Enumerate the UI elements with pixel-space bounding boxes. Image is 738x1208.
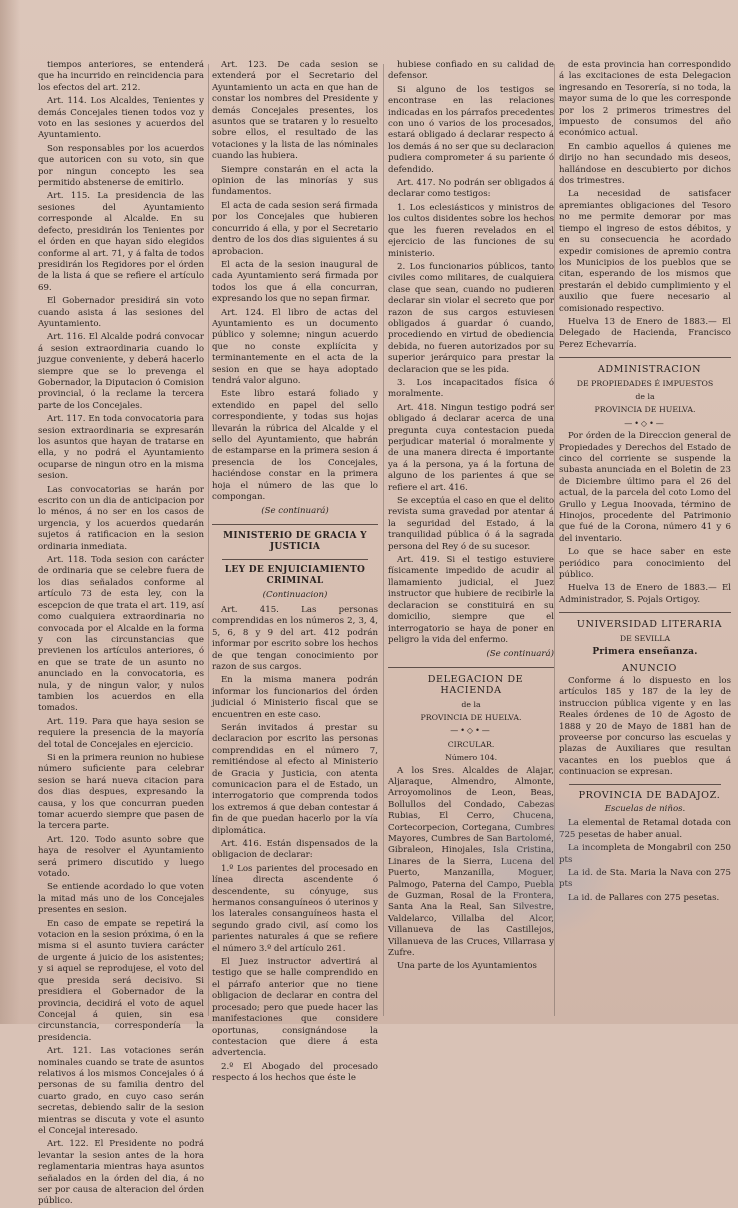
paragraph: 1. Los eclesiásticos y ministros de los cultos disidentes sobre los hechos que les fueren revelados en el ejercicio de las funciones de su ministerio.	[388, 202, 554, 259]
ornament: —•◇•—	[450, 726, 492, 736]
paragraph: Este libro estará foliado y extendido en papel del sello correspondiente, y todas sus hojas llevarán la rúbrica del Alcalde y el sello del Ayuntamiento, que habrán de estamparse en la primera sesion á presencia de los Concejales, haciéndose constar en la primera hoja el número de las que lo compongan.	[212, 389, 378, 503]
paragraph: Huelva 13 de Enero de 1883.— El Administrador, S. Pojals Ortigoy.	[559, 583, 731, 605]
paragraph: Art. 120. Todo asunto sobre que haya de resolver el Ayuntamiento será primero discutido y luego votado.	[38, 834, 204, 880]
section-heading-primera: Primera enseñanza.	[592, 647, 698, 658]
paragraph: Por órden de la Direccion general de Propiedades y Derechos del Estado de cinco del corriente se suspende la subasta anunciada en el Boletin de 23 de Diciembre último para el 26 del actual, de la parcela del coto Lomo del Grullo y Legua Inoovada, término de Hinojos, procedente del Patrimonio que fué de la Corona, número 41 y 6 del inventario.	[559, 431, 731, 544]
paragraph: Art. 114. Los Alcaldes, Tenientes y demás Concejales tienen todos voz y voto en las sesiones y acuerdos del Ayuntamiento.	[38, 96, 204, 141]
divider	[222, 559, 368, 560]
section-subheading-propiedades: DE PROPIEDADES É IMPUESTOS	[576, 378, 714, 388]
paragraph: Son responsables por los acuerdos que autoricen con su voto, sin que por ningun concepto les sea permitido abstenerse de emitirlo.	[38, 143, 204, 189]
section-heading-delegacion: DELEGACION DE HACIENDA	[427, 673, 524, 697]
paragraph: En caso de empate se repetirá la votacion en la sesion próxima, ó en la misma si el asunto tuviera carácter de urgente á juicio de los asistentes; y si aquel se reprodujese, el voto del que presida será decisivo. Si presidiera el Gobernador de la provincia, decidirá el voto de aquel Concejal á quien, sin esa circunstancia, correspondería la presidencia.	[38, 918, 204, 1043]
paragraph: La necesidad de satisfacer apremiantes obligaciones del Tesoro no me permite demorar por mas tiempo el ingreso de estos débitos, y en su consecuencia he acordado expedir comisiones de apremio contra los Municipios de los pueblos que se citan, esperando de los mismos que prestarán el debido cumplimiento y el auxilio que fuere necesario al comisionado respectivo.	[559, 189, 731, 314]
section-heading-badajoz: PROVINCIA DE BADAJOZ.	[578, 789, 721, 801]
section-heading-anuncio: ANUNCIO	[622, 662, 677, 674]
paragraph: Art. 117. En toda convocatoria para sesion extraordinaria se expresarán los asuntos que hayan de tratarse en ella, y no podrá el Ayuntamiento ocuparse de ningun otro en la misma sesion.	[38, 414, 204, 482]
paragraph: Art. 419. Si el testigo estuviere físicamente impedido de acudir al llamamiento judicial, el Juez instructor que hubiere de recibirle la declaracion se constituirá en su domicilio, siempre que el interrogatorio se haya de poner en peligro la vida del enfermo.	[388, 555, 554, 645]
section-heading-provincia: PROVINCIA DE HUELVA.	[594, 405, 696, 415]
divider	[388, 667, 554, 668]
paragraph: Art. 115. La presidencia de las sesiones del Ayuntamiento corresponde al Alcalde. En su defecto, presidirán los Tenientes por el órden en que hayan sido elegidos conforme al art. 71, y á falta de todos presidirán los Regidores por el órden de la lista á que se refiere el artículo 69.	[38, 191, 204, 293]
paragraph: Art. 122. El Presidente no podrá levantar la sesion antes de la hora reglamentaria mientras haya asuntos señalados en la órden del dia, á no ser por causa de alteracion del órden público.	[38, 1139, 204, 1207]
paragraph: Se entiende acordado lo que voten la mitad más uno de los Concejales presentes en sesion.	[38, 882, 204, 916]
column-rule	[208, 64, 209, 1016]
continuation-note: (Continuacion)	[262, 590, 328, 601]
circular-number: Número 104.	[444, 753, 498, 763]
paragraph: Serán invitados á prestar su declaracion por escrito las personas comprendidas en el número 7, remitiéndose al efecto al Ministerio de Gracia y Justicia, con atenta comunicacion para el de Estado, un interrogatorio que comprenda todos los extremos á que deban contestar á fin de que puedan hacerlo por la vía diplomática.	[212, 722, 378, 836]
divider	[559, 612, 731, 613]
paragraph: Art. 124. El libro de actas del Ayuntamiento es un documento público y solemne; ningun acuerdo que no conste expliícita y terminantemente en el acta de la sesion en que se haya adoptado tendrá valor alguno.	[212, 307, 378, 386]
paragraph: La elemental de Retamal dotada con 725 pesetas de haber anual.	[559, 818, 731, 840]
heading-connector: de la	[461, 699, 481, 709]
paragraph: 2. Los funcionarios públicos, tanto civiles como militares, de cualquiera clase que sean, cuando no pudieren declarar sin violar el secreto que por razon de sus cargos estuviesen obligados á guardar ó cuando, procediendo en virtud de obediencia debida, no fueren autorizados por su superior jerárquico para prestar la declaracion que se les pida.	[388, 261, 554, 375]
paragraph: El acta de la sesion inaugural de cada Ayuntamiento será firmada por todos los que á ella concurran, expresando los que no sepan firmar.	[212, 259, 378, 305]
library-stamp-mark	[468, 790, 618, 940]
section-subheading-escuelas: Escuelas de niños.	[604, 803, 686, 814]
paragraph: hubiese confiado en su calidad de defensor.	[388, 60, 554, 82]
heading-connector: de la	[635, 391, 655, 401]
divider	[212, 524, 378, 525]
paragraph: Siempre constarán en el acta la opinion de las minorías y sus fundamentos.	[212, 164, 378, 198]
paragraph: La incompleta de Mongabril con 250 pts	[559, 843, 731, 865]
paragraph: 3. Los incapacitados física ó moralmente.	[388, 377, 554, 400]
page-spine-shadow	[0, 0, 20, 1024]
paragraph: Art. 418. Ningun testigo podrá ser obligado á declarar acerca de una pregunta cuya contestacion pueda perjudicar material ó moralmente y de una manera directa é importante ya á la persona, ya á la fortuna de alguno de los parientes á que se refiere el art. 416.	[388, 402, 554, 493]
paragraph: A los Sres. Alcaldes de Alajar, Aljaraque, Almendro, Almonte, Arroyomolinos de Leon, Beas, Bollullos del Condado, Cabezas Rubias, El Cerro, Chucena, Cortecorpecion, Cortegana, Cumbres Mayores, Cumbres de San Bartolomé, Gibraleon, Hinojales, Isla Cristina, Linares de la Sierra, Lucena del Puerto, Manzanilla, Moguer, Palmogo, Paterna del Campo, Puebla de Guzman, Rosal de la Frontera, Santa Ana la Real, San Silvestre, Valdelarco, Villalba del Alcor, Villanueva de las Castillejos, Villanueva de las Cruces, Villarrasa y Zufre.	[388, 765, 554, 959]
paragraph: Si en la primera reunion no hubiese número suficiente para celebrar sesion se hará nueva citacion para dos dias despues, expresando la causa, y los que concurran pueden tomar acuerdo siempre que pasen de la tercera parte.	[38, 752, 204, 832]
paragraph: La id. de Sta. Maria la Nava con 275 pts	[559, 868, 731, 890]
paragraph: Art. 119. Para que haya sesion se requiere la presencia de la mayoría del total de Concejales en ejercicio.	[38, 716, 204, 750]
paragraph: Las convocatorias se harán por escrito con un dia de anticipacion por lo ménos, á no ser en los casos de urgencia, y los acuerdos quedarán sujetos á ratificacion en la sesion ordinaria inmediata.	[38, 484, 204, 552]
signature-date: Huelva 13 de Enero de 1883.— El Delegado de Hacienda, Francisco Perez Echevarría.	[559, 316, 731, 350]
section-heading-universidad: UNIVERSIDAD LITERARIA	[576, 619, 723, 631]
section-heading-administracion: ADMINISTRACION	[597, 364, 702, 376]
circular-label: CIRCULAR.	[447, 739, 495, 749]
paragraph: Una parte de los Ayuntamientos	[397, 961, 537, 972]
paragraph: Art. 416. Están dispensados de la obligacion de declarar:	[212, 839, 378, 861]
divider	[569, 784, 721, 785]
ornament: —•◇•—	[624, 418, 666, 428]
paragraph: El Juez instructor advertirá al testigo que se halle comprendido en el párrafo anterior que no tiene obligacion de declarar en contra del procesado; pero que puede hacer las manifestaciones que considere oportunas, consignándose la contestacion que diere á esta advertencia.	[212, 957, 378, 1059]
column-2	[212, 60, 378, 1084]
paragraph: Art. 417. No podrán ser obligados á declarar como testigos:	[388, 178, 554, 200]
paragraph: Art. 116. El Alcalde podrá convocar á sesion extraordinaria cuando lo juzgue conveniente, y deberá hacerlo siempre que se lo prevenga el Gobernador, la Diputacion ó Comision provincial, ó la reclame la tercera parte de los Concejales.	[38, 332, 204, 411]
paragraph: tiempos anteriores, se entenderá que ha incurrido en reincidencia para los efectos del art. 212.	[38, 60, 204, 93]
paragraph: En la misma manera podrán informar los funcionarios del órden judicial ó Ministerio fiscal que se encuentren en este caso.	[212, 675, 378, 720]
continued-note: (Se continuará)	[486, 649, 554, 660]
paragraph: Se exceptúa el caso en que el delito revista suma gravedad por atentar á la seguridad del Estado, á la tranquilidad pública ó á la sagrada persona del Rey ó de su sucesor.	[388, 496, 554, 552]
divider	[559, 357, 731, 358]
column-1	[38, 60, 204, 1207]
paragraph: El Gobernador presidirá sin voto cuando asista á las sesiones del Ayuntamiento.	[38, 296, 204, 329]
continued-note: (Se continuará)	[261, 506, 329, 517]
paragraph: Si alguno de los testigos se encontrase en las relaciones indicadas en los párrafos precedentes con uno ó varios de los procesados, estará obligado á declarar respecto á los demás á no ser que su declaracion pudiera comprometer á su pariente ó defendido.	[388, 84, 555, 175]
paragraph: Art. 121. Las votaciones serán nominales cuando se trate de asuntos relativos á los mismos Concejales ó á personas de su familia dentro del cuarto grado, en cuyo caso serán secretas, debiendo salir de la sesion mientras se discuta y vote el asunto el Concejal interesado.	[38, 1046, 204, 1136]
paragraph: 1.º Los parientes del procesado en línea directa ascendente ó descendente, su cónyuge, sus hermanos consanguíneos ó uterinos y los laterales consanguíneos hasta el segundo grado civil, así como los parientes naturales á que se refiere el número 3.º del artículo 261.	[212, 863, 378, 954]
paragraph: La id. de Pallares con 275 pesetas.	[568, 892, 720, 903]
paragraph: El acta de cada sesion será firmada por los Concejales que hubieren concurrido á ella, y por el Secretario dentro de los dos dias siguientes á su aprobacion.	[212, 200, 378, 257]
paragraph: Art. 123. De cada sesion se extenderá por el Secretario del Ayuntamiento un acta en que han de constar los nombres del Presidente y demás Concejales presentes, los asuntos que se trataren y lo resuelto sobre ellos, el resultado de las votaciones y la lista de las nóminales cuando las hubiera.	[212, 60, 378, 162]
paragraph: Lo que se hace saber en este periódico para conocimiento del público.	[559, 547, 731, 581]
section-subheading-sevilla: DE SEVILLA	[619, 633, 671, 643]
paragraph: de esta provincia han correspondido á las excitaciones de esta Delegacion ingresando en Tesorería, si no toda, la mayor suma de lo que les corresponde por los 2 primeros trimestres del impuesto de consumos del año económico actual.	[559, 60, 731, 139]
paragraph: Art. 415. Las personas comprendidas en los números 2, 3, 4, 5, 6, 8 y 9 del art. 412 podrán informar por escrito sobre los hechos de que tengan conocimiento por razon de sus cargos.	[212, 604, 378, 672]
paragraph: Art. 118. Toda sesion con carácter de ordinaria que se celebre fuera de los dias señalados conforme al artículo 73 de esta ley, con la escepcion de que trata el art. 119, así como cualquiera extraordinaria no convocada por el Alcalde en la forma y con las circunstancias que previenen los artículos anteriores, ó en que se trate de un asunto no anunciado en la convocatoria, es nula, y de ningun valor, y nulos tambien los acuerdos en ella tomados.	[38, 555, 204, 714]
section-heading-provincia: PROVINCIA DE HUELVA.	[420, 712, 522, 722]
column-rule	[383, 64, 384, 1016]
paragraph: 2.º El Abogado del procesado respecto á los hechos que éste le	[212, 1061, 378, 1084]
section-heading-law: LEY DE ENJUICIAMIENTO CRIMINAL	[224, 564, 366, 587]
paragraph: Conforme á lo dispuesto en los artículos 185 y 187 de la ley de instruccion pública vigente y en las Reales órdenes de 10 de Agosto de 1888 y 20 de Mayo de 1881 han de proveerse por concurso las escuelas y plazas de Auxiliares que resultan vacantes en los pueblos que á continuacion se expresan.	[559, 675, 731, 778]
section-heading-ministry: MINISTERIO DE GRACIA Y JUSTICIA	[223, 530, 367, 553]
paragraph: En cambio aquellos á quienes me dirijo no han secundado mis deseos, hallándose en descubierto por dichos dos trimestres.	[559, 141, 731, 187]
